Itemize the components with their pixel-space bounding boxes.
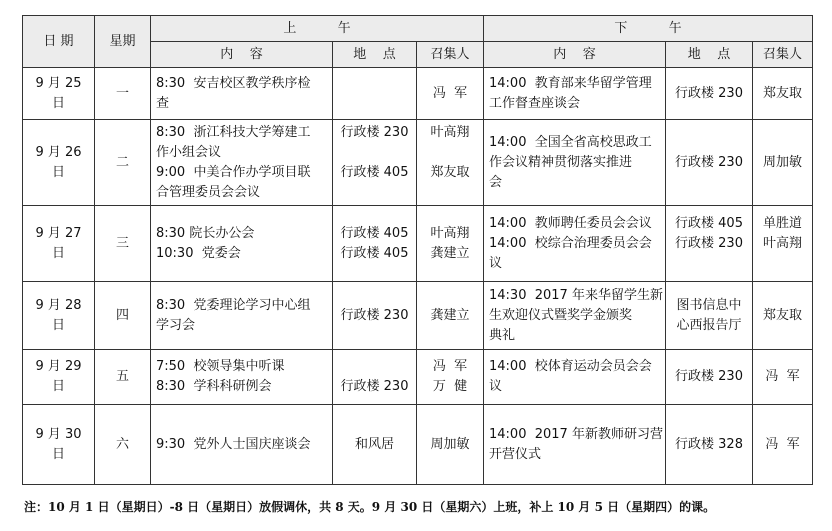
header-pm-place: 地 点 (666, 42, 753, 68)
am-convener (417, 206, 484, 282)
pm-place-line: 行政楼 405 (675, 215, 743, 231)
schedule-table (22, 15, 813, 485)
am-place-line (338, 183, 411, 203)
pm-content-line: 14:00 校综合治理委员会会 (489, 235, 652, 251)
am-place (333, 350, 417, 405)
row-date: 9 月 27 日 (23, 206, 95, 282)
pm-content-line: 14:00 全国全省高校思政工 (489, 134, 652, 150)
pm-place-line: 行政楼 230 (675, 369, 743, 384)
pm-convener-line: 郑友取 (762, 307, 802, 323)
row-date: 9 月 29 日 (23, 350, 95, 405)
pm-content-line: 生欢迎仪式暨奖学金颁奖 (489, 307, 633, 323)
pm-convener-line: 周加敏 (762, 154, 802, 170)
table-row (23, 120, 813, 206)
row-weekday: 四 (95, 282, 151, 350)
am-content-line: 8:30 学科科研例会 (156, 379, 272, 394)
am-convener-line: 龚建立 (430, 307, 470, 323)
row-date: 9 月 26 日 (23, 120, 95, 206)
pm-place (666, 68, 753, 120)
am-convener (417, 350, 484, 405)
am-convener-line: 叶高翔 (430, 124, 470, 140)
am-place (333, 282, 417, 350)
pm-content (484, 282, 666, 350)
pm-place (666, 405, 753, 485)
am-content-line: 学习会 (156, 317, 196, 333)
footnote: 注：10 月 1 日（星期日）-8 日（星期日）放假调休，共 8 天。9 月 30 日（星期六）上班，补上 10 月 5 日（星期四）的课。 (24, 500, 716, 514)
am-convener-line: 冯 军 (432, 85, 468, 101)
am-place-line: 行政楼 230 (340, 307, 409, 323)
pm-convener-line: 单胜道 (762, 215, 802, 231)
pm-convener-line (758, 254, 807, 274)
pm-content-line: 作会议精神贯彻落实推进 (489, 154, 633, 170)
am-convener (417, 68, 484, 120)
pm-place (666, 282, 753, 350)
row-weekday: 六 (95, 405, 151, 485)
pm-convener (753, 68, 813, 120)
table-row (23, 350, 813, 405)
table-row (23, 206, 813, 282)
am-content-line: 查 (156, 95, 170, 111)
pm-place-line: 图书信息中 (676, 297, 742, 313)
table-row (23, 282, 813, 350)
row-date: 9 月 25 日 (23, 68, 95, 120)
row-weekday: 二 (95, 120, 151, 206)
header-am-content: 内 容 (151, 42, 333, 68)
am-convener-line: 叶高翔 (430, 225, 470, 241)
am-content (151, 68, 333, 120)
pm-convener-line: 冯 军 (765, 436, 800, 452)
pm-content-line: 14:00 教师聘任委员会会议 (489, 215, 652, 231)
am-convener-line: 万 健 (432, 379, 468, 394)
pm-content-line: 14:00 校体育运动会员会会 (489, 359, 652, 374)
am-content-line: 8:30 院长办公会 (156, 225, 255, 241)
am-convener (417, 405, 484, 485)
am-content-line: 9:30 党外人士国庆座谈会 (156, 436, 311, 452)
pm-convener (753, 120, 813, 206)
am-content-line: 8:30 浙江科技大学筹建工 (156, 124, 311, 140)
pm-place-line: 行政楼 230 (675, 85, 743, 101)
pm-place (666, 350, 753, 405)
am-content-line: 8:30 安吉校区教学秩序检 (156, 75, 311, 91)
am-convener-line (422, 143, 478, 163)
header-weekday: 星期 (95, 16, 151, 68)
header-pm-convener: 召集人 (753, 42, 813, 68)
pm-content (484, 120, 666, 206)
am-place-line: 行政楼 230 (340, 124, 409, 140)
am-place-line: 和风居 (354, 436, 394, 452)
pm-convener-line: 冯 军 (765, 369, 800, 384)
pm-convener (753, 350, 813, 405)
header-am: 上 午 (151, 16, 484, 42)
row-date: 9 月 28 日 (23, 282, 95, 350)
am-content-line: 10:30 党委会 (156, 245, 241, 261)
pm-content-line: 议 (489, 379, 503, 394)
pm-place-line (671, 254, 747, 274)
am-convener-line: 冯 军 (432, 359, 468, 374)
pm-convener-line: 郑友取 (762, 85, 802, 101)
pm-content-line: 议 (489, 255, 503, 271)
pm-place-line: 行政楼 328 (675, 436, 743, 452)
header-pm-content: 内 容 (484, 42, 666, 68)
am-place-line: 行政楼 230 (340, 379, 409, 394)
am-content-line: 9:00 中美合作办学项目联 (156, 164, 311, 180)
pm-place-line: 行政楼 230 (675, 154, 743, 170)
am-content (151, 120, 333, 206)
pm-place-line: 行政楼 230 (675, 235, 743, 251)
am-convener (417, 282, 484, 350)
pm-content-line: 14:30 2017 年来华留学生新 (489, 287, 663, 303)
pm-content (484, 206, 666, 282)
pm-convener (753, 405, 813, 485)
row-weekday: 一 (95, 68, 151, 120)
pm-convener (753, 282, 813, 350)
am-place (333, 120, 417, 206)
pm-content (484, 405, 666, 485)
am-content (151, 350, 333, 405)
pm-convener-line: 叶高翔 (762, 235, 802, 251)
am-content-line: 8:30 党委理论学习中心组 (156, 297, 311, 313)
pm-content-line: 工作督查座谈会 (489, 95, 581, 111)
am-place (333, 68, 417, 120)
row-date: 9 月 30 日 (23, 405, 95, 485)
pm-place (666, 120, 753, 206)
pm-content-line: 会 (489, 174, 503, 190)
am-place-line: 行政楼 405 (340, 164, 409, 180)
am-convener-line (422, 183, 478, 203)
am-convener-line: 龚建立 (430, 245, 470, 261)
am-place (333, 206, 417, 282)
row-weekday: 三 (95, 206, 151, 282)
am-content (151, 206, 333, 282)
pm-content-line: 14:00 2017 年新教师研习营 (489, 426, 663, 442)
am-convener-line: 周加敏 (430, 436, 470, 452)
pm-content-line: 典礼 (489, 327, 516, 343)
am-content-line: 作小组会议 (156, 144, 222, 160)
pm-content (484, 350, 666, 405)
am-content (151, 282, 333, 350)
am-content-line: 合管理委员会会议 (156, 184, 261, 200)
pm-convener (753, 206, 813, 282)
am-place-line (338, 357, 411, 377)
am-place (333, 405, 417, 485)
am-convener (417, 120, 484, 206)
pm-content-line: 14:00 教育部来华留学管理 (489, 75, 652, 91)
table-row (23, 68, 813, 120)
pm-place (666, 206, 753, 282)
am-place-line (338, 143, 411, 163)
pm-place-line: 心西报告厅 (676, 317, 742, 333)
table-row (23, 405, 813, 485)
am-content-line: 7:50 校领导集中听课 (156, 359, 285, 374)
am-content (151, 405, 333, 485)
am-place-line: 行政楼 405 (340, 245, 409, 261)
header-am-place: 地 点 (333, 42, 417, 68)
am-convener-line: 郑友取 (430, 164, 470, 180)
header-date: 日 期 (23, 16, 95, 68)
pm-content-line: 开营仪式 (489, 446, 542, 462)
pm-content (484, 68, 666, 120)
row-weekday: 五 (95, 350, 151, 405)
header-pm: 下 午 (484, 16, 813, 42)
header-am-convener: 召集人 (417, 42, 484, 68)
am-place-line: 行政楼 405 (340, 225, 409, 241)
